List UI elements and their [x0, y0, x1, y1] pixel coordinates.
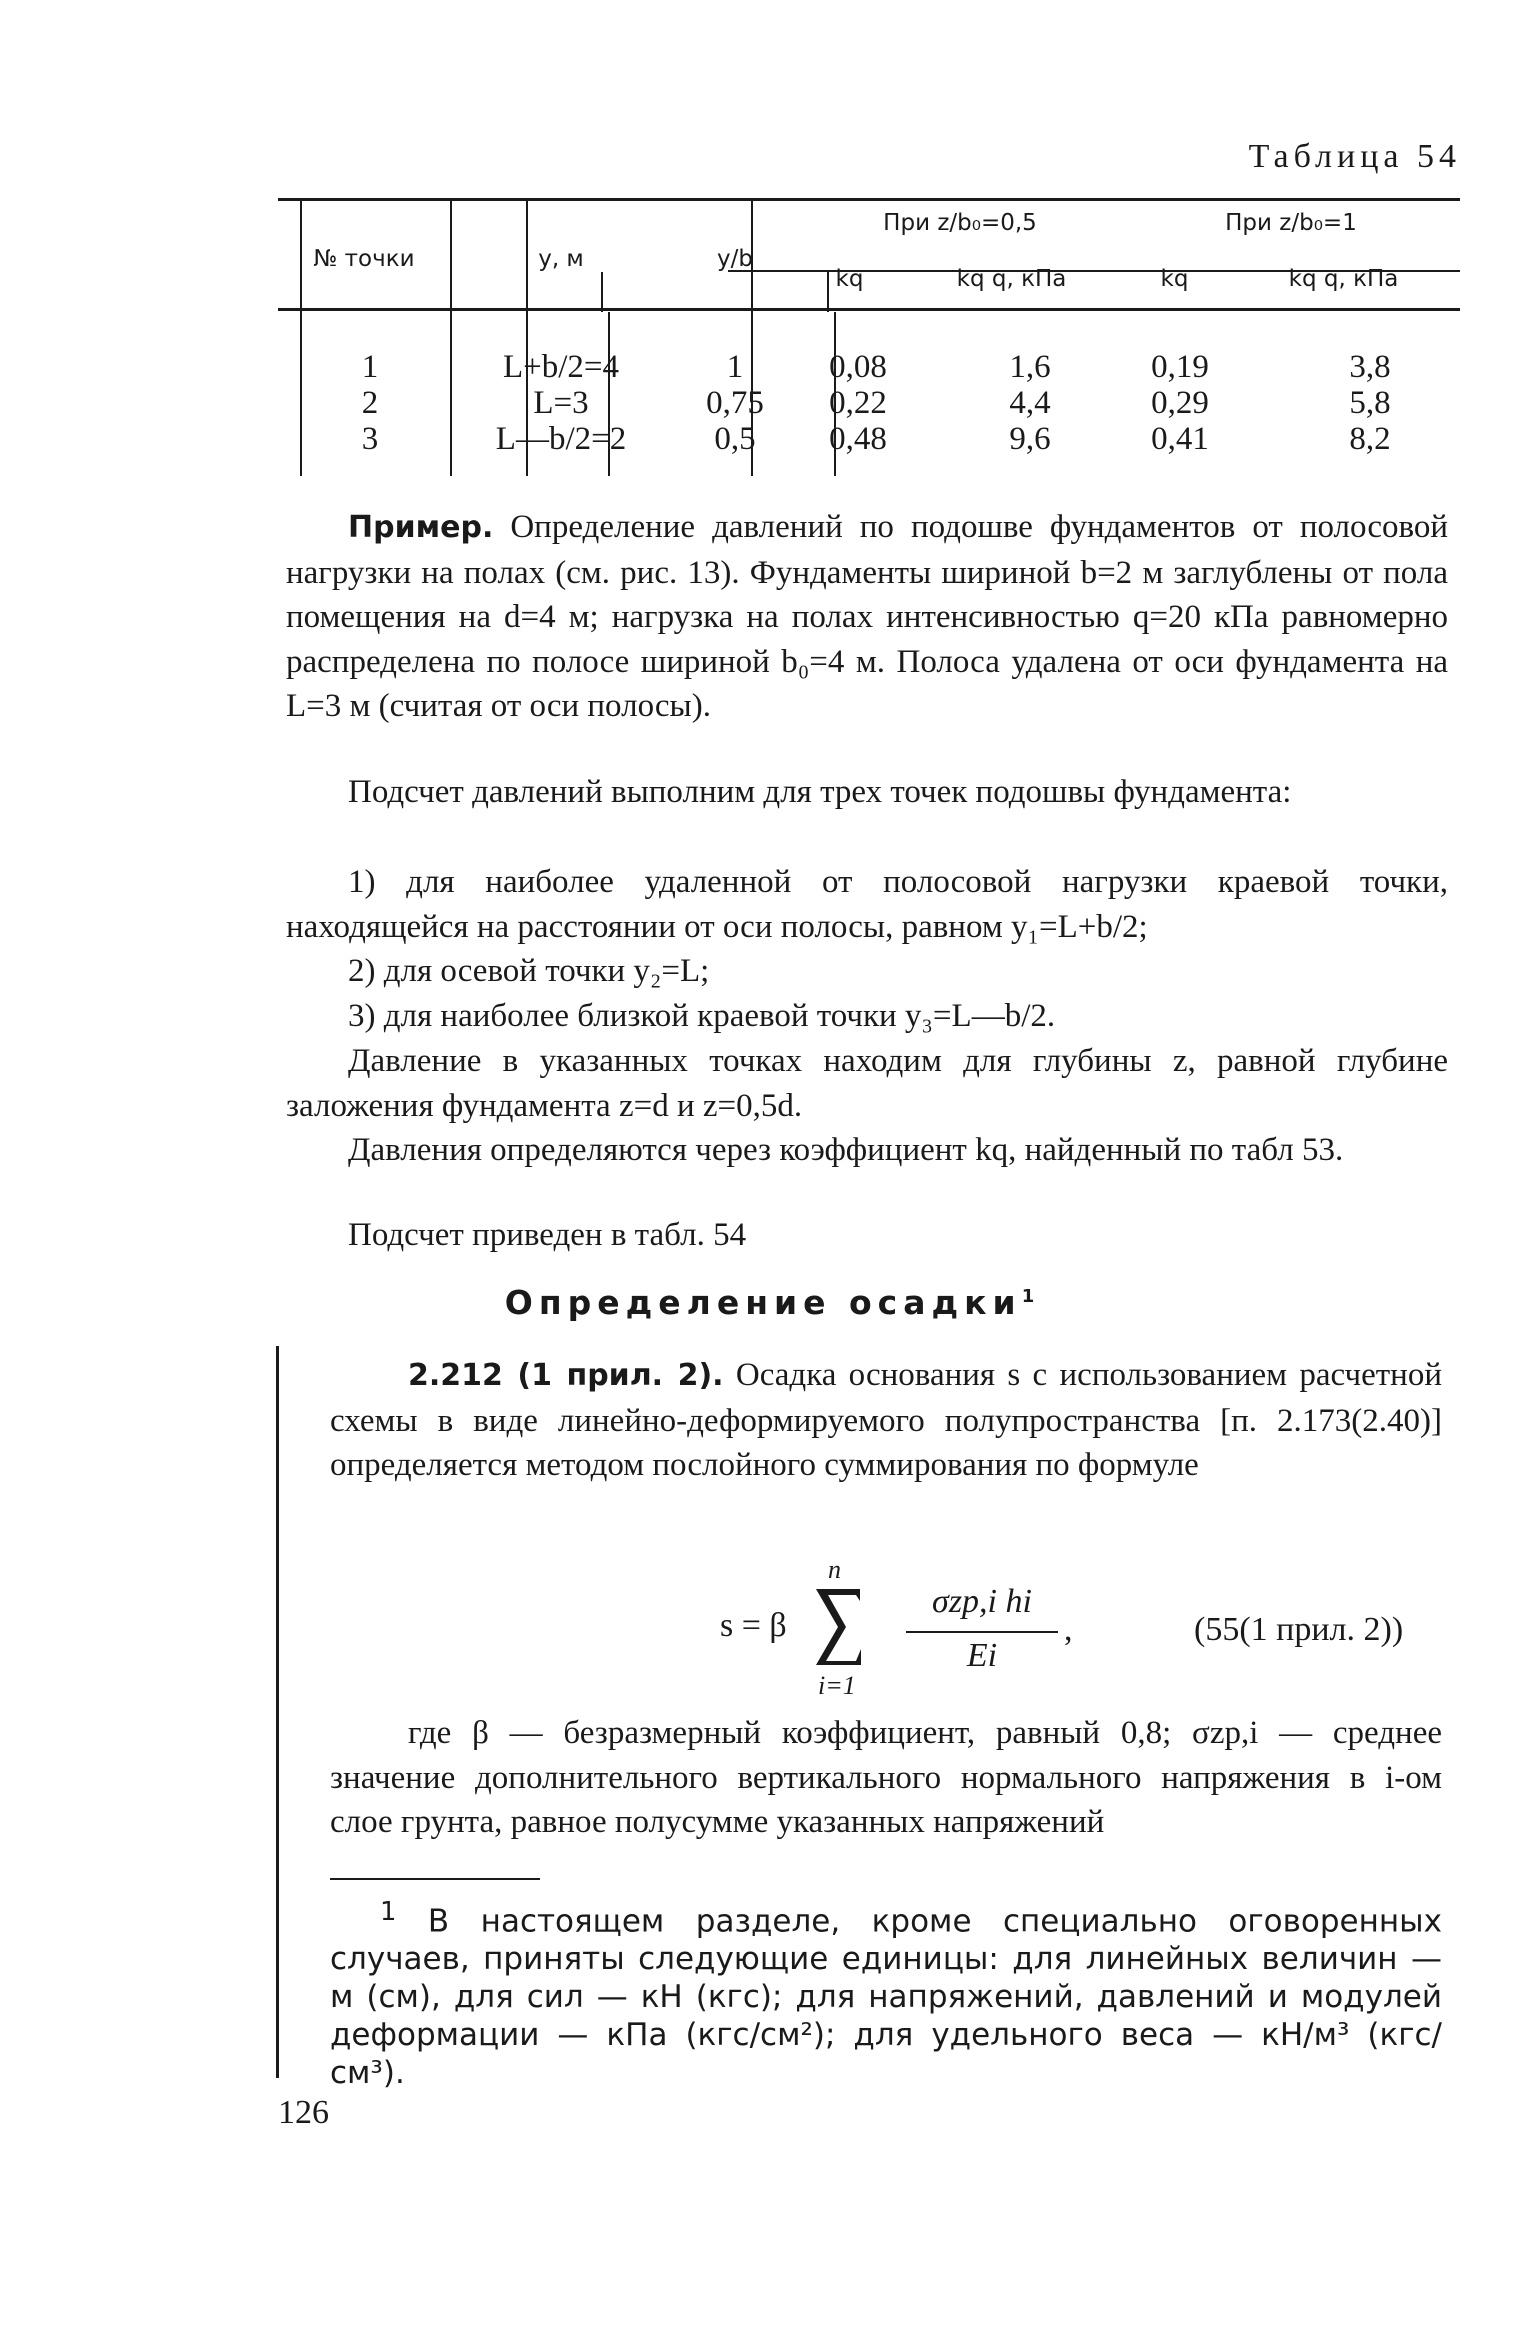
cell-no: 2: [361, 385, 379, 421]
header-kq-2: kq: [1160, 266, 1189, 292]
example-label: Пример.: [348, 510, 494, 545]
example-text: Определение давлений по подошве фундаментов от полосовой нагрузки на полах (см. рис. 13). Фундаменты шириной b=2 м заглублены от пола помещения на d=4 м; нагрузка на полах интенсивностью q=20 кПа равномерно распределена по полосе шириной b₀=4 м. Полоса удалена от оси фундамента на L=3 м (считая от оси полосы).: [286, 509, 1448, 724]
table-vrule: [300, 198, 302, 476]
paragraph: [286, 770, 1448, 815]
header-kq-q-1: kq q, кПа: [956, 266, 1067, 292]
formula-sum-bottom: i=1: [818, 1671, 856, 1700]
paragraph: [286, 1213, 1448, 1258]
cell-y: L—b/2=2: [495, 421, 627, 457]
after-formula-paragraph: [330, 1711, 1442, 1845]
page-number: 126: [278, 2094, 329, 2131]
list-item: [286, 949, 1448, 994]
cell-q-2: 8,2: [1349, 421, 1391, 457]
cell-no: 3: [361, 421, 379, 457]
table-header-rule: [278, 308, 1460, 311]
footnote-text: В настоящем разделе, кроме специально оговоренных случаев, приняты следующие единицы: для линейных величин — м (см), для сил — кН (кгс); для напряжений, давлений и модулей деформации — кПа (кгс/см²); для удельного веса — кН/м³ (кгс/см³).: [330, 1903, 1442, 2092]
formula-denominator: Ei: [966, 1637, 998, 1674]
clause-text: Осадка основания s с использованием расчетной схемы в виде линейно-деформируемого полупространства [п. 2.173(2.40)] определяется методом послойного суммирования по формуле: [330, 1357, 1442, 1483]
formula-comma: ,: [1064, 1611, 1073, 1648]
cell-q-1: 9,6: [1009, 421, 1051, 457]
formula: [700, 1555, 1460, 1715]
after-formula-text: где β — безразмерный коэффициент, равный 0,8; σzp,i — среднее значение дополнительного вертикального нормального напряжения в i-ом слое грунта, равное полусумме указанных напряжений: [330, 1715, 1442, 1840]
cell-q-1: 1,6: [1009, 349, 1051, 385]
cell-kq-1: 0,08: [829, 349, 887, 385]
formula-sum-top: n: [828, 1555, 841, 1584]
formula-lhs: s = β: [720, 1607, 787, 1644]
cell-kq-1: 0,48: [829, 421, 887, 457]
header-y: y, м: [538, 246, 584, 272]
paragraph-text: Давление в указанных точках находим для глубины z, равной глубине заложения фундамента z=d и z=0,5d.: [286, 1043, 1448, 1124]
cell-q-2: 3,8: [1349, 349, 1391, 385]
header-kq-q-2: kq q, кПа: [1288, 266, 1399, 292]
paragraph-text: Давления определяются через коэффициент kq, найденный по табл 53.: [348, 1132, 1344, 1168]
paragraph: [286, 1128, 1448, 1173]
paragraph: [286, 1039, 1448, 1128]
cell-y-b: 0,75: [706, 385, 764, 421]
header-y-b: y/b: [717, 246, 753, 272]
cell-no: 1: [361, 349, 379, 385]
list-item: [286, 994, 1448, 1039]
cell-y-b: 0,5: [714, 421, 756, 457]
paragraph-text: Подсчет давлений выполним для трех точек подошвы фундамента:: [348, 774, 1292, 810]
list-item-text: 3) для наиболее близкой краевой точки y₃=L—b/2.: [348, 998, 1056, 1034]
formula-numerator: σzp,i hi: [932, 1583, 1032, 1620]
section-title: [0, 1283, 1539, 1322]
cell-y-b: 1: [726, 349, 744, 385]
cell-q-1: 4,4: [1009, 385, 1051, 421]
list-item-text: 1) для наиболее удаленной от полосовой нагрузки краевой точки, находящейся на расстоянии от оси полосы, равном y₁=L+b/2;: [286, 864, 1448, 945]
table-vrule: [601, 272, 603, 312]
clause-paragraph: [330, 1353, 1442, 1488]
cell-y: L=3: [533, 385, 589, 421]
cell-kq-1: 0,22: [829, 385, 887, 421]
footnote: [330, 1893, 1442, 2092]
footnote-mark: 1: [1021, 1286, 1035, 1307]
table-top-rule: [278, 198, 1460, 201]
section-title-text: Определение осадки: [504, 1283, 1022, 1322]
clause-label: 2.212 (1 прил. 2).: [408, 1358, 724, 1393]
table-caption: Таблица 54: [1248, 138, 1461, 175]
cell-y: L+b/2=4: [502, 349, 620, 385]
formula-number: (55(1 прил. 2)): [1194, 1611, 1404, 1648]
margin-rule: [276, 1346, 279, 2078]
example-paragraph: [286, 505, 1448, 729]
header-group-1: При z/b₀=0,5: [883, 210, 1037, 236]
list-item-text: 2) для осевой точки y₂=L;: [348, 953, 710, 989]
cell-q-2: 5,8: [1349, 385, 1391, 421]
header-group-2: При z/b₀=1: [1225, 210, 1357, 236]
fraction-bar: [906, 1631, 1058, 1633]
cell-kq-2: 0,29: [1151, 385, 1209, 421]
footnote-rule: [330, 1878, 540, 1880]
footnote-number: 1: [380, 1897, 397, 1927]
cell-kq-2: 0,19: [1151, 349, 1209, 385]
cell-kq-2: 0,41: [1151, 421, 1209, 457]
list-item: [286, 860, 1448, 949]
paragraph-text: Подсчет приведен в табл. 54: [348, 1217, 747, 1253]
sum-sign-icon: [812, 1585, 864, 1669]
header-kq-1: kq: [835, 266, 864, 292]
header-point-no: № точки: [313, 246, 415, 272]
